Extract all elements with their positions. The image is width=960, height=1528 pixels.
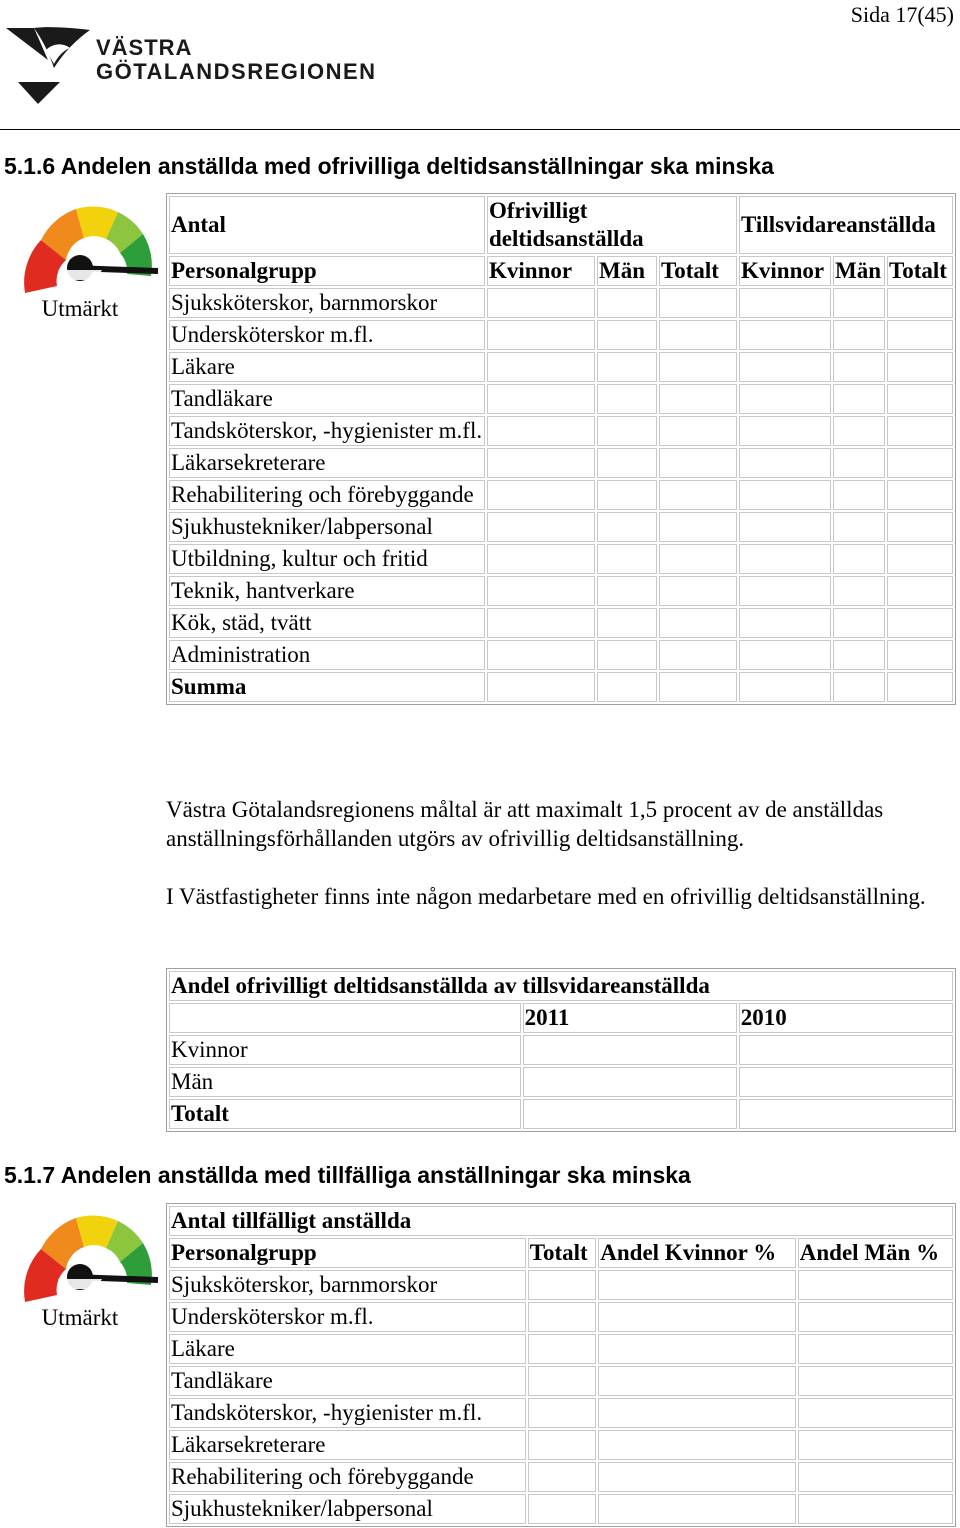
table-row: [169, 1302, 953, 1332]
table-row: [169, 1430, 953, 1460]
row-label: Kök, städ, tvätt: [169, 608, 485, 638]
temporary-employees-table: [166, 1203, 956, 1527]
section-heading-5-1-6: 5.1.6 Andelen anställda med ofrivilliga deltidsanställningar ska minska: [4, 153, 774, 179]
logo-line-2: GÖTALANDSREGIONEN: [96, 59, 377, 84]
header-total-2: Totalt: [887, 256, 953, 286]
header-total: Totalt: [528, 1238, 597, 1268]
row-label: Teknik, hantverkare: [169, 576, 485, 606]
row-label: Sjuksköterskor, barnmorskor: [169, 1270, 526, 1300]
table-row: [169, 1494, 953, 1524]
section-heading-5-1-7: 5.1.7 Andelen anställda med tillfälliga anställningar ska minska: [4, 1162, 691, 1188]
row-label: Tandläkare: [169, 384, 485, 414]
table-row: [169, 384, 953, 414]
logo-mark-icon: [4, 26, 94, 106]
table-row: [169, 1270, 953, 1300]
header-personalgrupp: Personalgrupp: [169, 1238, 526, 1268]
total-label: Totalt: [169, 1099, 521, 1129]
temp-title-row: [169, 1206, 953, 1236]
table-row: [169, 448, 953, 478]
table-row: [169, 1366, 953, 1396]
table-row: [169, 1067, 953, 1097]
header-men-1: Män: [597, 256, 657, 286]
row-label: Sjukhustekniker/labpersonal: [169, 1494, 526, 1524]
table-row: [169, 288, 953, 318]
row-label: Tandsköterskor, -hygienister m.fl.: [169, 1398, 526, 1428]
logo-line-1: VÄSTRA: [96, 35, 193, 60]
share-title-row: [169, 971, 953, 1001]
table-subheader-row: [169, 256, 953, 286]
header-antal: Antal: [169, 196, 485, 254]
row-label: Kvinnor: [169, 1035, 521, 1065]
logo-wordmark: [96, 36, 377, 84]
header-share-women: Andel Kvinnor %: [598, 1238, 796, 1268]
table-row: [169, 512, 953, 542]
table-row: [169, 1462, 953, 1492]
header-year-2010: 2010: [739, 1003, 953, 1033]
table-row: [169, 416, 953, 446]
header-involuntary-part-time: Ofrivilligt deltidsanställda: [487, 196, 737, 254]
row-label: Sjuksköterskor, barnmorskor: [169, 288, 485, 318]
share-header-row: [169, 1003, 953, 1033]
row-label: Undersköterskor m.fl.: [169, 320, 485, 350]
table-sum-row: [169, 672, 953, 702]
row-label: Tandsköterskor, -hygienister m.fl.: [169, 416, 485, 446]
table-row: [169, 480, 953, 510]
row-label: Läkarsekreterare: [169, 448, 485, 478]
gauge-label: Utmärkt: [41, 1305, 119, 1330]
header-men-2: Män: [833, 256, 885, 286]
header-women-1: Kvinnor: [487, 256, 595, 286]
header-year-2011: 2011: [523, 1003, 737, 1033]
row-label: Män: [169, 1067, 521, 1097]
header-share-men: Andel Män %: [798, 1238, 953, 1268]
header-permanent: Tillsvidareanställda: [739, 196, 953, 254]
row-label: Läkarsekreterare: [169, 1430, 526, 1460]
share-table-title: Andel ofrivilligt deltidsanställda av tillsvidareanställda: [169, 971, 953, 1001]
table-row: [169, 320, 953, 350]
row-label: Tandläkare: [169, 1366, 526, 1396]
table-row: [169, 544, 953, 574]
sum-label: Summa: [169, 672, 485, 702]
target-paragraph: Västra Götalandsregionens måltal är att maximalt 1,5 procent av de anställdas anställningsförhållanden utgörs av ofrivillig deltidsanställning.: [166, 797, 884, 851]
table-row: [169, 608, 953, 638]
row-label: Läkare: [169, 352, 485, 382]
organization-logo: [4, 26, 384, 106]
row-label: Administration: [169, 640, 485, 670]
table-row: [169, 1334, 953, 1364]
header-total-1: Totalt: [659, 256, 737, 286]
page-number: Sida 17(45): [850, 2, 954, 27]
header-personalgrupp: Personalgrupp: [169, 256, 485, 286]
table-row: [169, 352, 953, 382]
header-divider: [0, 129, 960, 130]
table-row: [169, 1398, 953, 1428]
part-time-table: [166, 193, 956, 705]
header-women-2: Kvinnor: [739, 256, 831, 286]
table-row: [169, 576, 953, 606]
table-header-row: [169, 196, 953, 254]
table-total-row: [169, 1099, 953, 1129]
gauge-label: Utmärkt: [41, 296, 119, 321]
row-label: Rehabilitering och förebyggande: [169, 1462, 526, 1492]
row-label: Undersköterskor m.fl.: [169, 1302, 526, 1332]
share-table: [166, 968, 956, 1132]
temp-table-title: Antal tillfälligt anställda: [169, 1206, 953, 1236]
row-label: Rehabilitering och förebyggande: [169, 480, 485, 510]
row-label: Utbildning, kultur och fritid: [169, 544, 485, 574]
row-label: Läkare: [169, 1334, 526, 1364]
table-row: [169, 640, 953, 670]
row-label: Sjukhustekniker/labpersonal: [169, 512, 485, 542]
table-row: [169, 1035, 953, 1065]
vastfastigheter-paragraph: I Västfastigheter finns inte någon medarbetare med en ofrivillig deltidsanställning.: [166, 884, 926, 909]
temp-header-row: [169, 1238, 953, 1268]
